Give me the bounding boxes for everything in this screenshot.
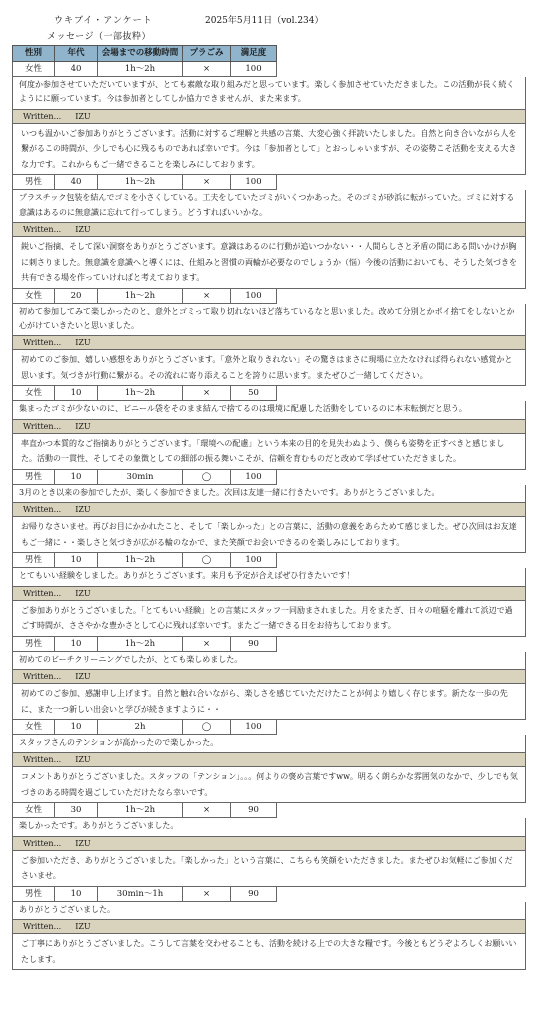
survey-entry [12,887,526,970]
travel-time-cell: 1h〜2h [98,637,183,652]
plastic-cell: × [183,62,231,77]
satisfaction-cell: 100 [231,62,277,77]
survey-entry [12,720,526,803]
gender-cell: 女性 [12,386,55,401]
travel-time-cell: 1h〜2h [98,175,183,190]
reply-author: IZU [75,838,91,848]
reply-text: 鋭いご指摘、そして深い洞察をありがとうございます。意識はあるのに行動が追いつかない・・人間らしさと矛盾の間にある問いかけが胸に刺さりました。無意識を意識へと導くには、仕組みと習慣の両輪が必要なのでしょうか（悩）今後の活動においても、そうした気づきを共有できる場を作っていければと考えております。 [12,237,526,289]
reply-author: IZU [75,111,91,121]
gender-cell: 男性 [12,470,55,485]
column-header-travel-time: 会場までの移動時間 [98,45,183,62]
comment-text: 初めて参加してみて楽しかったのと、意外とゴミって取り切れないほど落ちているなと思いました。改めて分別とかポイ捨てをしないとか心がけていきたいと思いました。 [12,304,526,337]
comment-text: 楽しかったです。ありがとうございました。 [12,818,526,836]
reply-label: Written... [23,225,62,235]
reply-label: Written... [23,838,62,848]
reply-header [12,503,526,517]
satisfaction-cell: 100 [231,553,277,568]
travel-time-cell: 1h〜2h [98,289,183,304]
entry-attributes-row [12,803,526,818]
reply-text: お帰りなさいませ。再びお目にかかれたこと、そして「楽しかった」との言葉に、活動の意義をあらためて感じました。ぜひ次回はお友達もご一緒に・・楽しさと気づきが広がる輪のなかで、また笑顔でお会いできるのを楽しみにしております。 [12,517,526,553]
survey-entry [12,175,526,288]
reply-header [12,420,526,434]
travel-time-cell: 1h〜2h [98,62,183,77]
satisfaction-cell: 100 [231,289,277,304]
travel-time-cell: 1h〜2h [98,803,183,818]
satisfaction-cell: 90 [231,887,277,902]
comment-text: 何度か参加させていただいていますが、とても素敵な取り組みだと思っています。楽しく参加させていただきました。この活動が長く続くようにに願っています。今は参加者としてしか協力できませんが、また来ます。 [12,77,526,110]
travel-time-cell: 1h〜2h [98,553,183,568]
comment-text: スタッフさんのテンションが高かったので楽しかった。 [12,735,526,753]
survey-entry [12,803,526,886]
gender-cell: 女性 [12,803,55,818]
survey-entry [12,553,526,636]
reply-text: ご参加いただき、ありがとうございました。「楽しかった」という言葉に、こちらも笑顔をいただきました。またぜひお気軽にご参加くださいませ。 [12,851,526,887]
reply-header [12,837,526,851]
reply-text: 初めてのご参加、感謝申し上げます。自然と触れ合いながら、楽しさを感じていただけたことが何より嬉しく存じます。新たな一歩の先に、また一つ新しい出会いと学びが続きますように・・ [12,684,526,720]
plastic-cell: ◯ [183,470,231,485]
comment-text: とてもいい経験をしました。ありがとうございます。来月も予定が合えばぜひ行きたいです！ [12,568,526,586]
survey-entry [12,637,526,720]
entry-attributes-row [12,62,526,77]
reply-header [12,670,526,684]
reply-author: IZU [75,755,91,765]
gender-cell: 男性 [12,553,55,568]
reply-text: ご参加ありがとうございました。「とてもいい経験」との言葉にスタッフ一同励まされました。月をまたぎ、日々の喧騒を離れて浜辺で過ごす時間が、ささやかな豊かさとして心に残れば幸いです。またご一緒できる日をお待ちしております。 [12,601,526,637]
reply-text: コメントありがとうございました。スタッフの「テンション」。。。何よりの褒め言葉ですww。明るく朗らかな雰囲気のなかで、少しでも気づきのある時間を過ごしていただけたなら幸いです。 [12,767,526,803]
gender-cell: 女性 [12,62,55,77]
column-header-gender: 性別 [12,45,55,62]
reply-text: ご丁寧にありがとうございました。こうして言葉を交わせることも、活動を続ける上での大きな糧です。今後ともどうぞよろしくお願いいたします。 [12,934,526,970]
reply-label: Written... [23,672,62,682]
age-cell: 10 [55,720,98,735]
entry-attributes-row [12,470,526,485]
reply-author: IZU [75,225,91,235]
document-header [54,13,524,29]
age-cell: 10 [55,637,98,652]
reply-header [12,336,526,350]
entry-attributes-row [12,637,526,652]
reply-label: Written... [23,505,62,515]
reply-header [12,920,526,934]
reply-author: IZU [75,421,91,431]
reply-text: 率直かつ本質的なご指摘ありがとうございます。「環境への配慮」という本来の目的を見失わぬよう、僕らも姿勢を正すべきと感じました。活動の一貫性、そしてその象徴としての細部の振る舞いこそが、信頼を育むものだと改めて学ばせていただきました。 [12,434,526,470]
comment-text: 集まったゴミが少ないのに、ビニール袋をそのまま結んで捨てるのは環境に配慮した活動をしているのに本末転倒だと思う。 [12,401,526,419]
document-date: 2025年5月11日（vol.234） [205,16,324,26]
reply-label: Written... [23,755,62,765]
age-cell: 40 [55,62,98,77]
travel-time-cell: 30min [98,470,183,485]
age-cell: 10 [55,887,98,902]
plastic-cell: × [183,289,231,304]
entry-attributes-row [12,887,526,902]
plastic-cell: × [183,175,231,190]
entries-list [12,62,526,970]
entry-attributes-row [12,553,526,568]
travel-time-cell: 30min〜1h [98,887,183,902]
document-title: ウキブイ・アンケート [54,16,153,26]
reply-text: いつも温かいご参加ありがとうございます。活動に対するご理解と共感の言葉、大変心強く拝読いたしました。自然と向き合いながら人を繋がるこの時間が、少しでも心に残るものであれば幸いです。今は「参加者として」とおっしゃいますが、その姿勢こそ活動を支える大きな力です。これからもご一緒できることを楽しみにしております。 [12,124,526,176]
gender-cell: 男性 [12,175,55,190]
plastic-cell: × [183,637,231,652]
age-cell: 30 [55,803,98,818]
reply-header [12,223,526,237]
entry-attributes-row [12,289,526,304]
plastic-cell: × [183,803,231,818]
survey-entry [12,62,526,175]
gender-cell: 男性 [12,637,55,652]
plastic-cell: ◯ [183,553,231,568]
satisfaction-cell: 100 [231,470,277,485]
entry-attributes-row [12,386,526,401]
column-header-plastic: プラごみ [183,45,231,62]
satisfaction-cell: 90 [231,803,277,818]
travel-time-cell: 2h [98,720,183,735]
gender-cell: 女性 [12,289,55,304]
comment-text: 3月のとき以来の参加でしたが、楽しく参加できました。次回は友達一緒に行きたいです。ありがとうございました。 [12,485,526,503]
comment-text: 初めてのビーチクリーニングでしたが、とても楽しめました。 [12,652,526,670]
table-header [12,45,526,62]
satisfaction-cell: 50 [231,386,277,401]
satisfaction-cell: 90 [231,637,277,652]
plastic-cell: × [183,887,231,902]
age-cell: 20 [55,289,98,304]
column-header-satisfaction: 満足度 [231,45,277,62]
reply-author: IZU [75,588,91,598]
survey-table [12,45,526,970]
gender-cell: 男性 [12,887,55,902]
satisfaction-cell: 100 [231,175,277,190]
travel-time-cell: 1h〜2h [98,386,183,401]
plastic-cell: × [183,386,231,401]
document-subtitle: メッセージ（一部抜粋） [47,32,151,42]
satisfaction-cell: 100 [231,720,277,735]
reply-header [12,753,526,767]
age-cell: 40 [55,175,98,190]
reply-label: Written... [23,588,62,598]
reply-author: IZU [75,505,91,515]
age-cell: 10 [55,386,98,401]
reply-label: Written... [23,111,62,121]
reply-header [12,587,526,601]
reply-author: IZU [75,338,91,348]
age-cell: 10 [55,553,98,568]
gender-cell: 女性 [12,720,55,735]
column-header-age: 年代 [55,45,98,62]
survey-entry [12,470,526,553]
age-cell: 10 [55,470,98,485]
reply-text: 初めてのご参加、嬉しい感想をありがとうございます。「意外と取りきれない」その驚きはまさに現場に立たなければ得られない感覚かと思います。気づきが行動に繋がる。その流れに寄り添えることを誇りに思います。またぜひご一緒してください。 [12,350,526,386]
comment-text: プラスチック包装を結んでゴミを小さくしている。工夫をしていたゴミがいくつかあった。そのゴミが砂浜に転がっていた。ゴミに対する意識はあるのに無意識に忘れて行ってしまう。どうすればいいかな。 [12,190,526,223]
comment-text: ありがとうございました。 [12,902,526,920]
survey-entry [12,386,526,469]
reply-label: Written... [23,421,62,431]
survey-entry [12,289,526,387]
entry-attributes-row [12,175,526,190]
reply-header [12,110,526,124]
reply-author: IZU [75,922,91,932]
reply-label: Written... [23,338,62,348]
plastic-cell: ◯ [183,720,231,735]
reply-label: Written... [23,922,62,932]
reply-author: IZU [75,672,91,682]
entry-attributes-row [12,720,526,735]
